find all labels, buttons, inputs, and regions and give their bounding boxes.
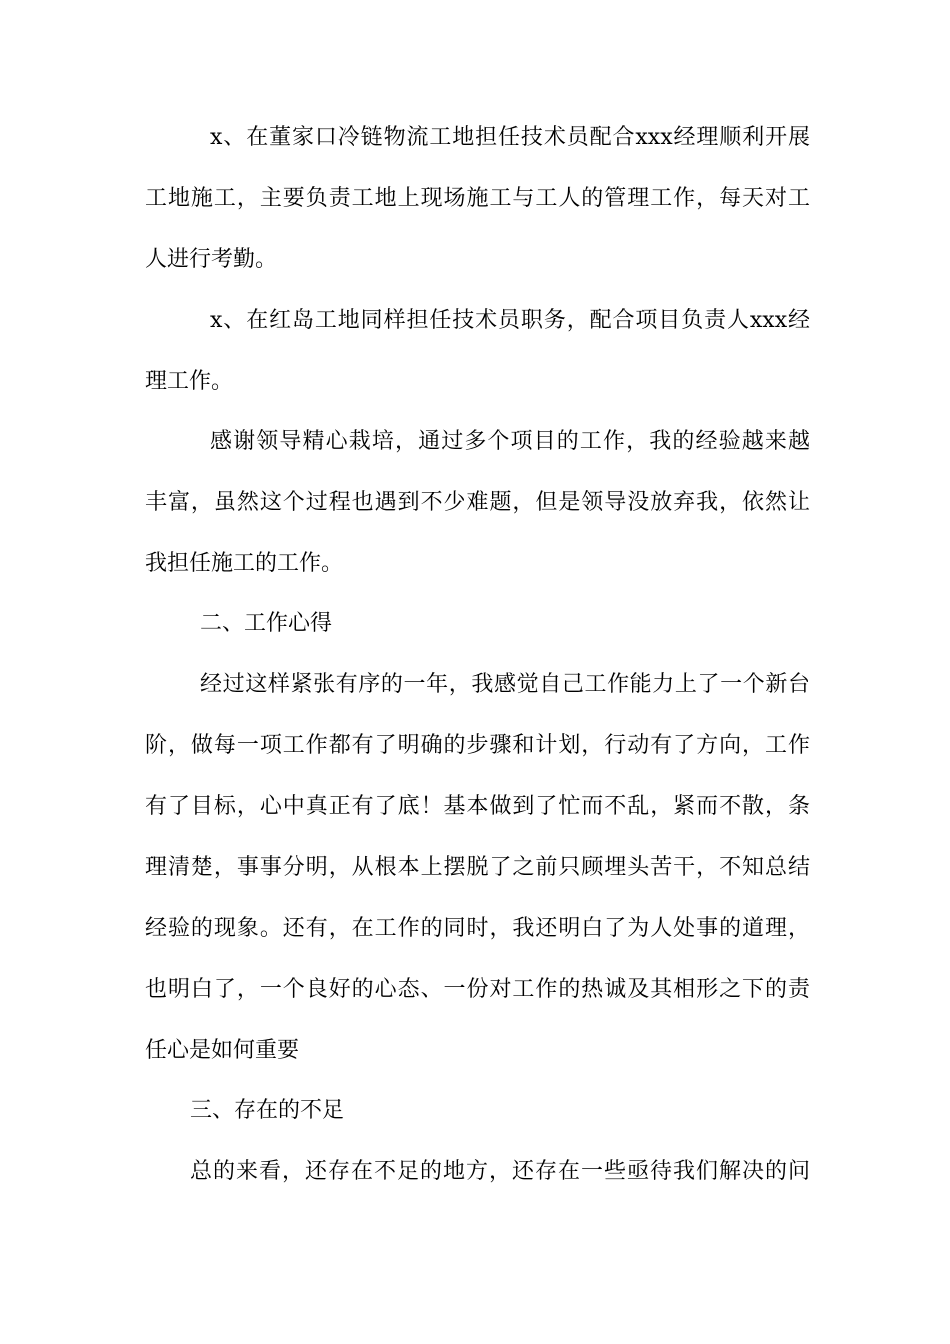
paragraph-4-line-2: 阶，做每一项工作都有了明确的步骤和计划，行动有了方向，工作 xyxy=(145,733,810,758)
paragraph-5-line-1: 总的来看，还存在不足的地方，还存在一些亟待我们解决的问 xyxy=(190,1159,810,1184)
paragraph-2-line-1: x、在红岛工地同样担任技术员职务，配合项目负责人xxx经 xyxy=(210,308,810,333)
paragraph-1-line-2: 工地施工，主要负责工地上现场施工与工人的管理工作，每天对工 xyxy=(145,186,810,211)
paragraph-1-line-1: x、在董家口冷链物流工地担任技术员配合xxx经理顺利开展 xyxy=(210,125,810,150)
section-heading-shortcomings: 三、存在的不足 xyxy=(190,1098,345,1123)
section-heading-work-experience: 二、工作心得 xyxy=(200,611,333,636)
paragraph-2-line-2: 理工作。 xyxy=(145,369,234,394)
paragraph-4-line-6: 也明白了，一个良好的心态、一份对工作的热诚及其相形之下的责 xyxy=(145,977,810,1002)
paragraph-3-line-3: 我担任施工的工作。 xyxy=(145,551,344,576)
paragraph-4-line-7: 任心是如何重要 xyxy=(145,1038,300,1063)
paragraph-4-line-5: 经验的现象。还有，在工作的同时，我还明白了为人处事的道理， xyxy=(145,916,810,941)
paragraph-1-line-3: 人进行考勤。 xyxy=(145,247,278,272)
paragraph-4-line-4: 理清楚，事事分明，从根本上摆脱了之前只顾埋头苦干，不知总结 xyxy=(145,855,810,880)
paragraph-3-line-1: 感谢领导精心栽培，通过多个项目的工作，我的经验越来越 xyxy=(210,429,810,454)
paragraph-4-line-3: 有了目标，心中真正有了底！基本做到了忙而不乱，紧而不散，条 xyxy=(145,794,810,819)
paragraph-3-line-2: 丰富，虽然这个过程也遇到不少难题，但是领导没放弃我，依然让 xyxy=(145,490,810,515)
paragraph-4-line-1: 经过这样紧张有序的一年，我感觉自己工作能力上了一个新台 xyxy=(200,672,810,697)
